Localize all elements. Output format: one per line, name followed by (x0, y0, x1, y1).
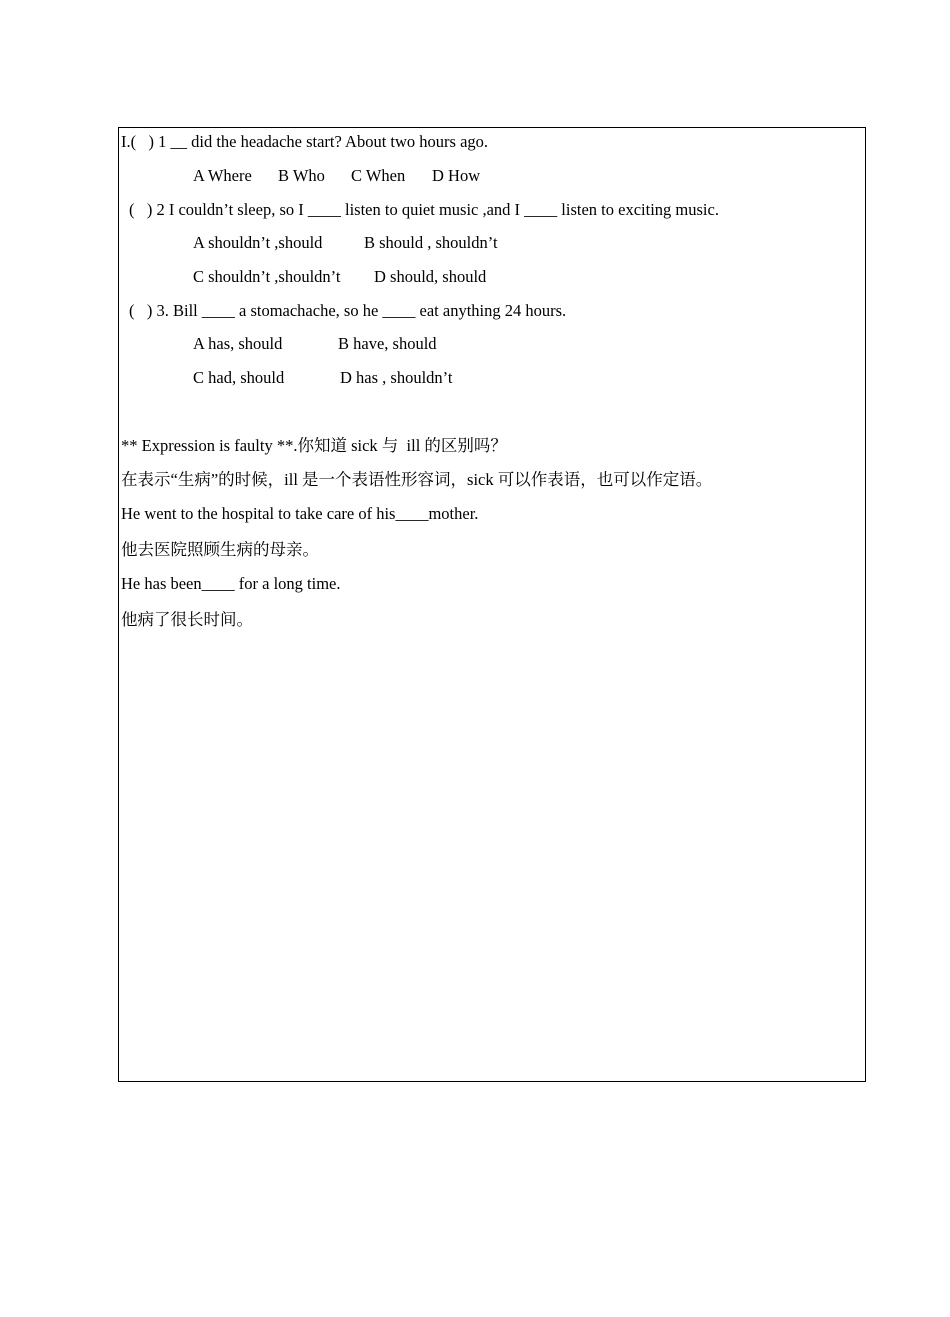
question-3-stem: ( ) 3. Bill ____ a stomachache, so he ____ eat anything 24 hours. (129, 301, 567, 320)
example-1-chinese: 他去医院照顾生病的母亲。 (121, 540, 319, 559)
example-2-english: He has been____ for a long time. (121, 574, 341, 593)
question-1-option-a: A Where (193, 166, 252, 185)
question-1-option-b: B Who (278, 166, 325, 185)
question-3-option-d: D has , shouldn’t (340, 368, 453, 387)
question-2-option-d: D should, should (374, 267, 487, 286)
question-1-stem: I.( ) 1 __ did the headache start? About two hours ago. (121, 132, 489, 151)
notes-explanation: 在表示“生病”的时候，ill 是一个表语性形容词，sick 可以作表语，也可以作定语。 (121, 470, 713, 489)
question-2-option-a: A shouldn’t ,should (193, 233, 323, 252)
question-3-option-a: A has, should (193, 334, 283, 353)
notes-heading: ** Expression is faulty **.你知道 sick 与 ill 的区别吗？ (121, 436, 507, 455)
question-3-option-c: C had, should (193, 368, 285, 387)
question-2-option-c: C shouldn’t ,shouldn’t (193, 267, 341, 286)
question-2-stem: ( ) 2 I couldn’t sleep, so I ____ listen to quiet music ,and I ____ listen to exciting music. (129, 200, 719, 219)
question-2-option-b: B should , shouldn’t (364, 233, 498, 252)
example-2-chinese: 他病了很长时间。 (121, 610, 253, 629)
question-1-option-c: C When (351, 166, 406, 185)
question-1-option-d: D How (432, 166, 481, 185)
question-3-option-b: B have, should (338, 334, 437, 353)
example-1-english: He went to the hospital to take care of his____mother. (121, 504, 479, 523)
